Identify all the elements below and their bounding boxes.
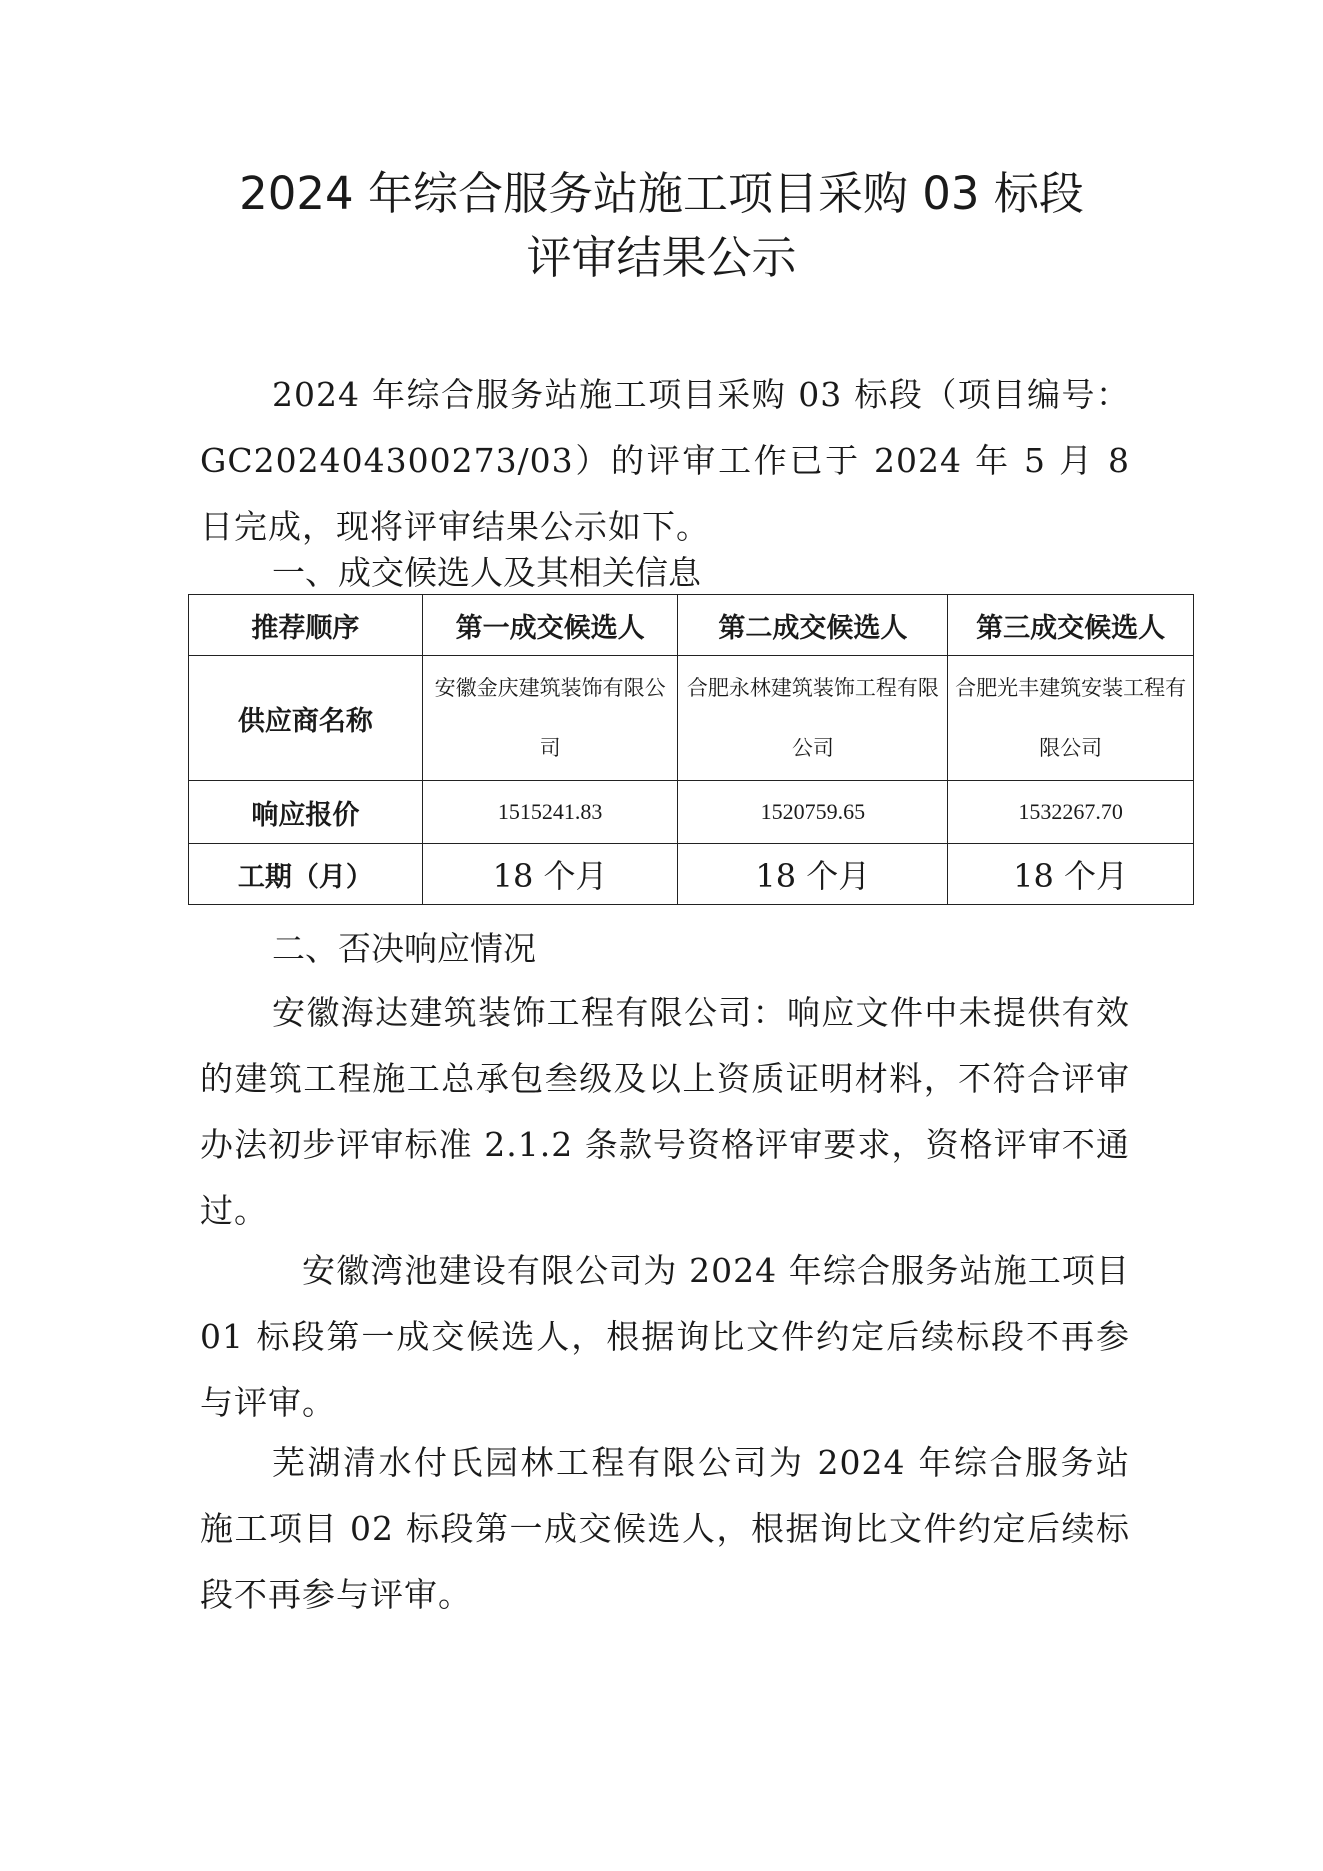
table-row-period (189, 844, 1194, 905)
price-first: 1515241.83 (422, 781, 678, 844)
row-label-supplier: 供应商名称 (189, 656, 423, 781)
row-label-period: 工期（月） (189, 844, 423, 905)
section-heading-rejections: 二、否决响应情况 (272, 929, 536, 968)
table-row-supplier (189, 656, 1194, 781)
period-first: 18 个月 (422, 844, 678, 905)
rejection-paragraph-1: 安徽海达建筑装饰工程有限公司：响应文件中未提供有效的建筑工程施工总承包叁级及以上资质证明材料，不符合评审办法初步评审标准 2.1.2 条款号资格评审要求，资格评审不通过。 (200, 993, 1130, 1230)
supplier-name-first: 安徽金庆建筑装饰有限公司 (422, 656, 678, 781)
supplier-name-third: 合肥光丰建筑安装工程有限公司 (948, 656, 1194, 781)
header-cell-first: 第一成交候选人 (422, 595, 678, 656)
price-third: 1532267.70 (948, 781, 1194, 844)
row-label-price: 响应报价 (189, 781, 423, 844)
rejection-paragraph-3: 芜湖清水付氏园林工程有限公司为 2024 年综合服务站施工项目 02 标段第一成交候选人，根据询比文件约定后续标段不再参与评审。 (200, 1443, 1130, 1614)
intro-paragraph: 2024 年综合服务站施工项目采购 03 标段（项目编号：GC202404300273/03）的评审工作已于 2024 年 5 月 8 日完成，现将评审结果公示如下。 (200, 375, 1130, 546)
document-title-line-2: 评审结果公示 (526, 231, 797, 284)
supplier-name-second: 合肥永林建筑装饰工程有限公司 (678, 656, 948, 781)
section-heading-candidates: 一、成交候选人及其相关信息 (272, 553, 701, 592)
table-row-price (189, 781, 1194, 844)
candidates-table (188, 594, 1194, 905)
rejection-paragraph-2: 安徽湾池建设有限公司为 2024 年综合服务站施工项目 01 标段第一成交候选人，根据询比文件约定后续标段不再参与评审。 (200, 1251, 1130, 1422)
document-title-line-1: 2024 年综合服务站施工项目采购 03 标段 (239, 167, 1084, 220)
header-cell-rank: 推荐顺序 (189, 595, 423, 656)
period-second: 18 个月 (678, 844, 948, 905)
header-cell-second: 第二成交候选人 (678, 595, 948, 656)
table-header-row (189, 595, 1194, 656)
header-cell-third: 第三成交候选人 (948, 595, 1194, 656)
period-third: 18 个月 (948, 844, 1194, 905)
price-second: 1520759.65 (678, 781, 948, 844)
